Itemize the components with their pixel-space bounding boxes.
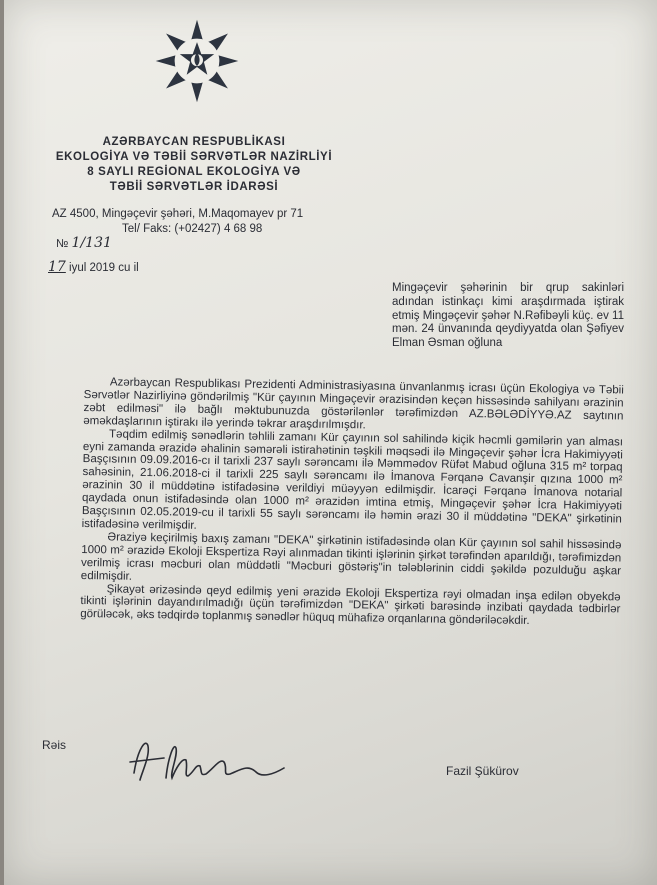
date-day: 17	[48, 259, 66, 275]
reference-date	[48, 260, 139, 275]
state-emblem-icon	[154, 18, 240, 104]
letter-page	[4, 0, 657, 885]
handwritten-signature-icon	[124, 728, 304, 788]
signatory-title: Rəis	[42, 738, 67, 752]
letter-body	[80, 376, 624, 630]
org-address: AZ 4500, Mingəçevir şəhəri, M.Maqomayev pr 71	[52, 208, 304, 220]
reference-number	[56, 236, 112, 251]
body-paragraph-4: Şikayət ərizəsində qeyd edilmiş yeni ərazidə Ekoloji Ekspertiza rəyi olmadan inşa edilən obyekdə tikinti işlərinin dayandırılmadığı üçün tərəfimizdən "DEKA" şirkəti barəsində inzibati qaydada tədbirlər görüləcək, əks tədqirdə toplanmış sənədlər hüquq mühafizə orqanlarına göndəriləcəkdir.	[80, 582, 621, 628]
org-name-line-1: AZƏRBAYCAN RESPUBLİKASI	[102, 136, 286, 148]
number-value: 1/131	[71, 235, 112, 251]
body-paragraph-1: Azərbaycan Respublikası Prezidenti Administrasiyasına ünvanlanmış icrası üçün Ekologiya və Təbii Sərvətlər Nazirliyinə göndərilmiş "Kür çayının Mingəçevir ərazisindən keçən hissəsində sahilyanı ərazinin zəbt edilməsi" ilə bağlı məktubunuzda göstərilənlər tərəfimizdən AZ.BƏLƏDİYYƏ.AZ saytının əməkdaşlarının iştirakı ilə yerində təkrar araşdırılmışdır.	[83, 376, 624, 432]
org-phone: Tel/ Faks: (+02427) 4 68 98	[122, 223, 263, 235]
date-rest: iyul 2019 cu il	[69, 262, 139, 274]
org-name-line-3: 8 SAYLI REGİONAL EKOLOGİYA VƏ	[87, 166, 301, 178]
org-name-line-4: TƏBİİ SƏRVƏTLƏR İDARƏSİ	[109, 181, 279, 193]
body-paragraph-3: Əraziyə keçirilmiş baxış zamanı "DEKA" şirkətinin istifadəsində olan Kür çayının sol sahil hissəsində 1000 m² ərazidə Ekoloji Ekspertiza Rəyi alınmadan tikinti işlərinin şirkət tərəfindən aparıldığı, tərəfimizdən verilmiş icrası məcburi olan müddətli "Məcburi göstəriş"in tələblərinin ciddi şəkildə pozulduğu aşkar edilmişdir.	[80, 531, 622, 583]
number-prefix: №	[56, 238, 69, 250]
org-name-line-2: EKOLOGİYA VƏ TƏBİİ SƏRVƏTLƏR NAZİRLİYİ	[55, 151, 333, 163]
addressee-block: Mingəçevir şəhərinin bir qrup sakinləri adından istinkaçı kimi araşdırmada iştirak etmiş Mingəçevir şəhər N.Rəfibəyli küç. ev 11 mən. 24 ünvanında qeydiyyatda olan Şəfiyev Elman Əsman oğluna	[392, 282, 624, 350]
signatory-name: Fazil Şükürov	[446, 764, 519, 778]
body-paragraph-2: Təqdim edilmiş sənədlərin təhlili zamanı Kür çayının sol sahilində kiçik həcmli gəmilərin yan alması eyni zamanda ərazidə əhalinin səmərəli istirahətinin təşkili məqsədi ilə Mingəçevir şəhər İcra Hakimiyyəti Başçısının 09.09.2016-cı il tarixli 237 saylı sərəncamı ilə Məmmədov Rüfət Mabud oğluna 315 m² torpaq sahəsinin, 21.06.2018-ci il tarixli 225 saylı sərəncamı ilə İmanova Fərqanə Cavanşir qızına 1000 m² ərazinin 30 il müddətinə istifadəsinə verildiyi müəyyən edilmişdir. İcarəçi Fərqanə İmanova notarial qaydada onun istifadəsində olan 1000 m² ərazidən imtina etmiş, Mingəçevir şəhər İcra Hakimiyyəti Başçısının 02.05.2019-cu il tarixli 55 saylı sərəncamı ilə həmin ərazi 30 il müddətinə "DEKA" şirkətinin istifadəsinə verilmişdir.	[81, 428, 624, 532]
